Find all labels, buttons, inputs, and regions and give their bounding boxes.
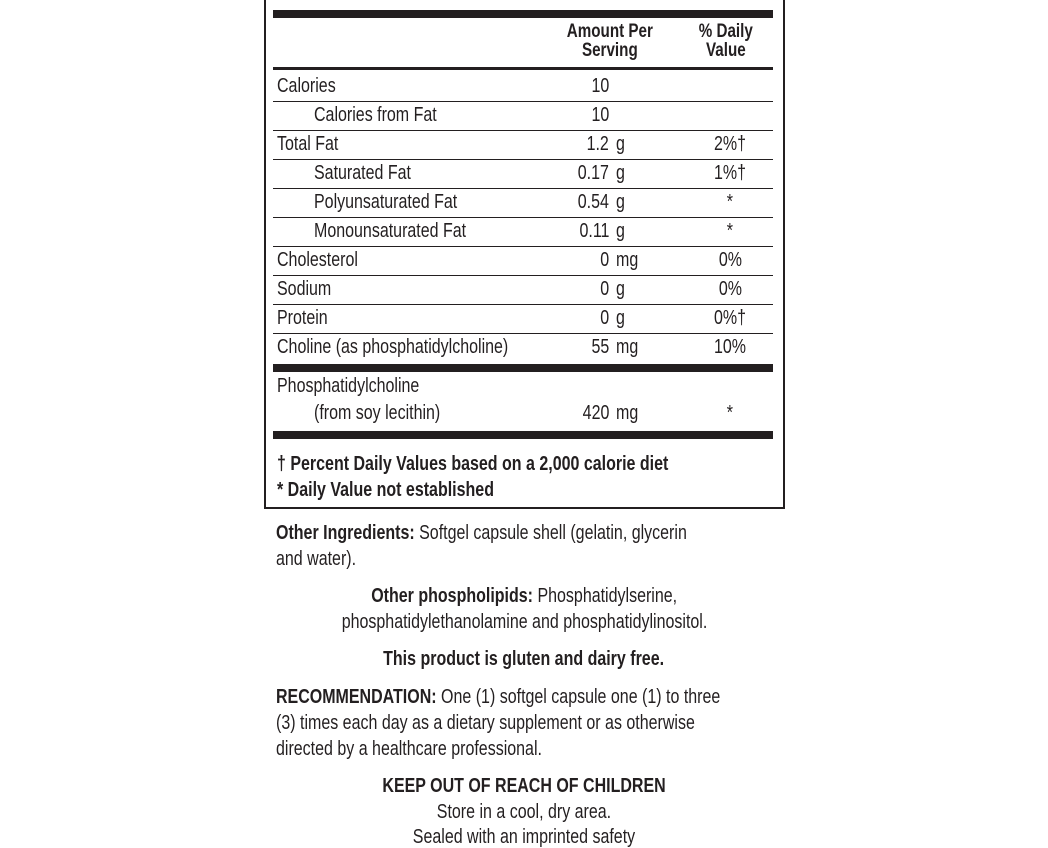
row-divider (273, 188, 773, 189)
nutrient-amount: 0 (600, 307, 609, 329)
nutrient-amount: 55 (591, 336, 609, 358)
nutrient-amount: 10 (591, 75, 609, 97)
row-divider (273, 101, 773, 102)
nutrient-name: Polyunsaturated Fat (314, 191, 458, 213)
nutrient-name: Sodium (277, 278, 332, 300)
nutrient-daily-value: * (726, 220, 734, 242)
nutrient-unit: g (616, 307, 625, 329)
recommendation-cont: (3) times each day as a dietary supplement or as otherwise (276, 712, 695, 734)
header-amount: Amount Per Serving (566, 21, 654, 61)
header-divider (273, 67, 773, 70)
nutrient-daily-value: 10% (713, 336, 747, 358)
row-divider (273, 217, 773, 218)
other-ingredients-cont: and water). (276, 548, 357, 570)
keep-out-warning: KEEP OUT OF REACH OF CHILDREN (382, 775, 666, 797)
row-divider (273, 304, 773, 305)
nutrient-unit: g (616, 278, 625, 300)
gluten-dairy-free: This product is gluten and dairy free. (383, 648, 665, 670)
recommendation-cont: directed by a healthcare professional. (276, 738, 542, 760)
nutrient-amount: 10 (591, 104, 609, 126)
row-divider (273, 130, 773, 131)
nutrient-daily-value: * (726, 191, 734, 213)
thick-divider (273, 10, 773, 18)
recommendation: RECOMMENDATION: One (1) softgel capsule one (1) to three (276, 686, 721, 708)
nutrient-name: Saturated Fat (314, 162, 411, 184)
nutrient-name: Choline (as phosphatidylcholine) (277, 336, 509, 358)
nutrient-amount: 0 (600, 278, 609, 300)
header-daily-value: % Daily Value (698, 21, 754, 61)
nutrient-unit: mg (616, 336, 639, 358)
pc-unit: mg (616, 402, 639, 424)
nutrient-daily-value (690, 75, 770, 97)
other-ingredients: Other Ingredients: Softgel capsule shell (gelatin, glycerin (276, 522, 687, 544)
nutrient-daily-value: 1%† (713, 162, 747, 184)
nutrient-amount: 0.17 (577, 162, 609, 184)
pc-amount: 420 (582, 402, 609, 424)
footnote-not-established: * Daily Value not established (277, 479, 494, 501)
nutrient-unit: mg (616, 249, 639, 271)
storage-instructions: Store in a cool, dry area. (436, 801, 612, 823)
row-divider (273, 333, 773, 334)
nutrient-unit: g (616, 191, 625, 213)
nutrient-name: Total Fat (277, 133, 339, 155)
thick-divider (273, 431, 773, 439)
nutrient-unit: g (616, 162, 625, 184)
row-divider (273, 246, 773, 247)
safety-seal-text: Sealed with an imprinted safety (412, 826, 636, 848)
nutrient-amount: 0.54 (577, 191, 609, 213)
other-phospholipids: Other phospholipids: Phosphatidylserine, (371, 585, 677, 607)
pc-name: Phosphatidylcholine (277, 375, 420, 397)
nutrient-daily-value: 2%† (713, 133, 747, 155)
nutrient-amount: 1.2 (586, 133, 609, 155)
nutrient-name: Calories from Fat (314, 104, 437, 126)
nutrient-unit: g (616, 220, 625, 242)
footnote-percent: † Percent Daily Values based on a 2,000 calorie diet (277, 453, 669, 475)
nutrient-amount: 0 (600, 249, 609, 271)
row-divider (273, 159, 773, 160)
nutrient-name: Cholesterol (277, 249, 358, 271)
thick-divider (273, 364, 773, 372)
nutrient-unit: g (616, 133, 625, 155)
pc-dv: * (726, 402, 734, 424)
nutrient-daily-value: 0% (718, 278, 742, 300)
other-phospholipids-cont: phosphatidylethanolamine and phosphatidylinositol. (341, 611, 707, 633)
pc-name-source: (from soy lecithin) (314, 402, 441, 424)
nutrient-name: Protein (277, 307, 328, 329)
nutrient-name: Monounsaturated Fat (314, 220, 467, 242)
row-divider (273, 275, 773, 276)
nutrient-daily-value (690, 104, 770, 126)
nutrient-daily-value: 0% (718, 249, 742, 271)
nutrient-daily-value: 0%† (713, 307, 747, 329)
nutrient-name: Calories (277, 75, 336, 97)
nutrient-amount: 0.11 (579, 220, 609, 242)
